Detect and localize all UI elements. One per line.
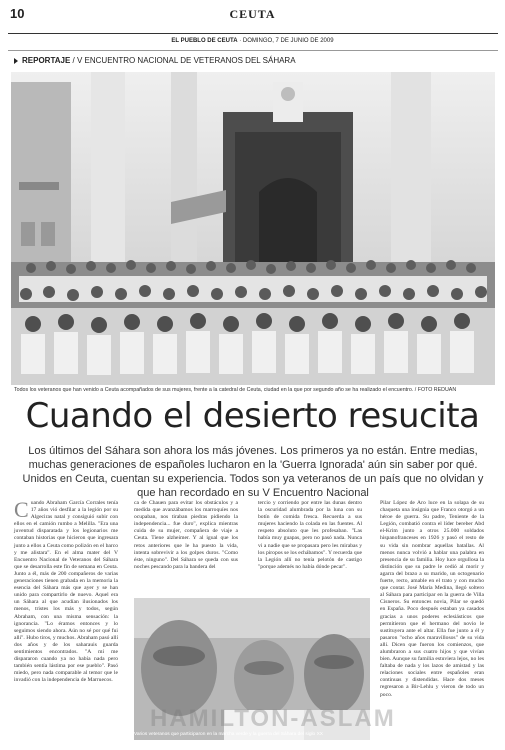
- article-column-2: [134, 500, 238, 592]
- article-column-4: [380, 500, 484, 699]
- header-rule: [8, 33, 498, 34]
- watermark: HAMILTON-ASLAM: [150, 705, 396, 732]
- article-column-3: [258, 500, 362, 592]
- issue-date: DOMINGO, 7 DE JUNIO DE 2009: [242, 38, 334, 44]
- arrow-right-icon: [14, 58, 18, 64]
- headline: Cuando el desierto resucita: [25, 396, 480, 436]
- column-1-text: uando Abraham García Corrales tenía 17 años vió desfilar a la legión por su Algeciras natal y consiguió subir con ellos en el camión rumbo a Melilla. "Era una juventud disparatada y los legionarios me contaban historias que hicieron que ingresara junto a ellos a Ceuta como polizón en el barco y me alistara". En el alma mater del V Encuentro Nacional de Veteranos del Sáhara que se desarrolla este fin de semana en Ceuta. Junto a él, más de 200 compañeros de varias generaciones tienen grabada en la memoria la esencia del Sáhara más que ayer y se han unido para compartirlo de nuevo. Aquel era un Sáhara al que acudían ilusionados los menos, tristes los más y todos, según Abraham, con una misma sensación: la ignorancia. "Lo éramos entonces y lo seguimos siendo ahora. Aún no sé por qué fui allí". Hubo tiros, y muchos. Abraham pasó allí dos años y de los saharauis guarda sentimientos encontrados. "A mí me dispararon cuando ya no había nada pero también sentía lástima por ese pueblo". Pasó miedo, pero nada comparable al temor que le invadió con la independencia de Marruecos.: [14, 500, 118, 684]
- secondary-photo-caption: Varios veteranos que participaron en la marcha verde y la guerra del Sáhara del siglo XX: [134, 732, 323, 737]
- deck: Los últimos del Sáhara son ahora los más jóvenes. Los primeros ya no están. Entre medias, muchas generaciones de españoles lucharon en la 'Guerra Ignorada' aún sin saber por qué. Unidos en Ceuta, cuentan su experiencia. Todos son ya veteranos de un país que no olvidan y que han recordado en su V Encuentro Nacional: [22, 445, 484, 499]
- main-photo: [11, 72, 495, 385]
- kicker-rule: [8, 50, 498, 51]
- drop-cap: C: [14, 497, 29, 522]
- kicker-label: REPORTAJE: [22, 56, 71, 65]
- section-title: CEUTA: [229, 7, 276, 21]
- kicker: REPORTAJE / V ENCUENTRO NACIONAL DE VETERANOS DEL SÁHARA: [14, 56, 296, 65]
- column-2-text: ca de Chauen para evitar los obstáculos y a medida que avanzábamos los marroquíes nos ocupaban, nos tiraban piedras pidiendo la independencia... fue duro", explica mientras cuida de su mujer, compañera de viaje a Ceuta. Tiene alzheimer. Y al igual que los retos anteriores que le ha puesto la vida, intenta sobrevivir a los golpes duros. "Como éste, ninguno". Del Sáhara se queda con sus noches pescando para la bandera del: [134, 500, 238, 570]
- main-photo-caption: Todos los veteranos que han venido a Ceuta acompañados de sus mujeres, frente a la catedral de Ceuta, ciudad en la que por segundo año se ha realizado el encuentro. / FOTO REDUAN: [14, 387, 457, 393]
- group-photo-illustration: [11, 72, 495, 385]
- paper-info: EL PUEBLO DE CEUTA · DOMINGO, 7 DE JUNIO DE 2009: [171, 38, 334, 44]
- paper-name: EL PUEBLO DE CEUTA: [171, 38, 238, 44]
- article-column-1: [14, 497, 118, 684]
- page-number: 10: [10, 6, 25, 21]
- column-3-text: tercio y corriendo por entre las dunas dentro la oscuridad alumbrada por la luna con su botín de comida fresca. Recuerda a sus mujeres haciendo la colada en las fuentes. Al respeto absoluto que les profesaban. "Las había muy guapas, pero no pasó nada. Nunca vi a nadie que se propasara pero les mirabas y los piropos se los echábamos". Y recuerda que la Legión allí no tenía pelotón de castigo "porque ademés no había dónde pecar".: [258, 500, 362, 570]
- kicker-title: V ENCUENTRO NACIONAL DE VETERANOS DEL SÁHARA: [76, 56, 296, 65]
- column-4-text: Pilar López de Aro luce en la solapa de su chaqueta una insignia que Franco otorgó a un héroe de guerra. Su padre, Teniente de la Legión, combatió contra el líder bereber Abd el-Krim junto a otros 25.000 soldados hispanofranceses en 1926 y pasó el resto de su vida sin nombrar aquellas batallas. Al menos nunca volvió a hablar una palabra en presencia de su familia. Hoy luce orgullosa la distinción que su padre le cedió al morir y agarra del brazo a su marido, un octogenario fuerte, recto, amable en el trato y con mucho que contar. José María Medina, llegó soltero al Sáhara para participar en la guerra de Villa Cisneros. Su entonces novia, Pilar se quedó en España. Poco después estaban ya casados gracias a unos poderes eclesiásticos que permitieron que el hermano del novio le sustituyera ante el altar. Ella fue junto a él y pasaron "ocho años maravillosos" de su vida allí. Dicen que fueron los comienzos, que alumbraron a sus cuatro hijos y que vivían bien. Aunque su familia estuviera lejos, no les faltaba de nada y los lazos de amistad y las relaciones sociales entre españoles eran continuas y distendidas. Hace dos meses regresaron a Bir-Lehlu y vieron de todo un poco.: [380, 500, 484, 698]
